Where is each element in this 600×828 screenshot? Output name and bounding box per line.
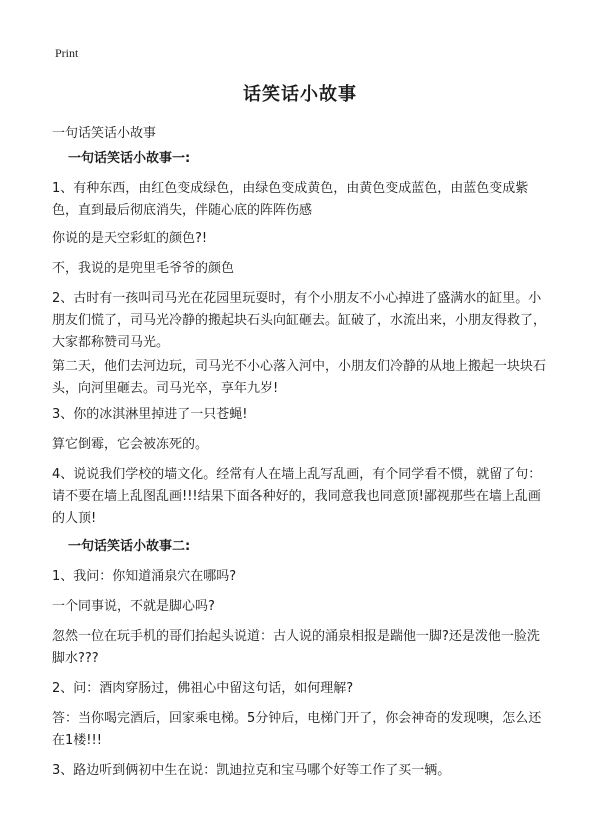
paragraph: 一个同事说，不就是脚心吗? xyxy=(52,599,215,614)
section-heading: 一句话笑话小故事一: xyxy=(68,151,191,166)
paragraph: 3、你的冰淇淋里掉进了一只苍蝇! xyxy=(52,407,248,422)
paragraph: 你说的是天空彩虹的颜色?! xyxy=(52,231,208,246)
paragraph: 第二天，他们去河边玩，司马光不小心落入河中，小朋友们冷静的从地上搬起一块块石头，向河里砸去。司马光卒，享年九岁! xyxy=(52,359,547,396)
page-subtitle: 一句话笑话小故事 xyxy=(52,126,157,141)
page-title: 话笑话小故事 xyxy=(243,84,357,105)
paragraph: 忽然一位在玩手机的哥们抬起头说道：古人说的涌泉相报是踹他一脚?还是泼他一脸洗脚水??? xyxy=(52,629,540,666)
paragraph: 1、我问：你知道涌泉穴在哪吗? xyxy=(52,569,237,584)
paragraph: 答：当你喝完酒后，回家乘电梯。5分钟后，电梯门开了，你会神奇的发现噢，怎么还在1楼!!! xyxy=(52,711,542,748)
paragraph: 3、路边听到俩初中生在说：凯迪拉克和宝马哪个好等工作了买一辆。 xyxy=(52,763,451,778)
paragraph: 4、说说我们学校的墙文化。经常有人在墙上乱写乱画，有个同学看不惯，就留了句：请不要在墙上乱图乱画!!!结果下面各种好的，我同意我也同意顶!鄙视那些在墙上乱画的人顶! xyxy=(52,467,542,526)
paragraph: 不，我说的是兜里毛爷爷的颜色 xyxy=(52,261,235,276)
paragraph: 1、有种东西，由红色变成绿色，由绿色变成黄色，由黄色变成蓝色，由蓝色变成紫色，直到最后彻底消失，伴随心底的阵阵伤感 xyxy=(52,181,529,218)
print-link[interactable]: Print xyxy=(55,46,79,60)
section-heading: 一句话笑话小故事二: xyxy=(68,539,191,554)
paragraph: 2、古时有一孩叫司马光在花园里玩耍时，有个小朋友不小心掉进了盛满水的缸里。小朋友们慌了，司马光冷静的搬起块石头向缸砸去。缸破了，水流出来，小朋友得救了，大家都称赞司马光。 xyxy=(52,291,547,350)
paragraph: 算它倒霉，它会被冻死的。 xyxy=(52,437,209,452)
paragraph: 2、问：酒肉穿肠过，佛祖心中留这句话，如何理解? xyxy=(52,681,354,696)
